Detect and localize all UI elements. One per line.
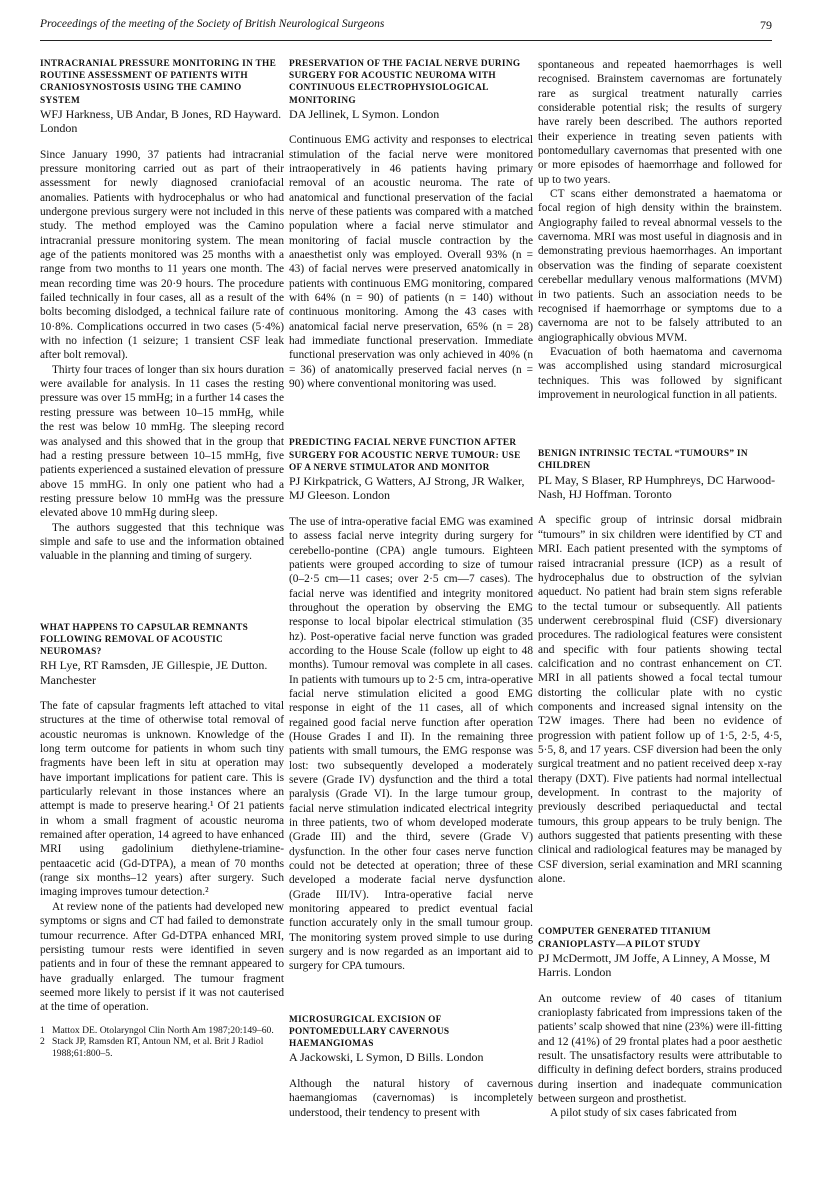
- paragraph: Continuous EMG activity and responses to electrical stimulation of the facial nerve were monitored intraoperatively in 46 patients having primary removal of an acoustic neuroma. The rate of anatomical and functional preservation of the facial nerve of these patients was compared with a matched population where a facial nerve stimulator and monitoring of facial muscle contraction by the anaesthetist only was employed. Overall 93% (n = 43) of facial nerves were preserved anatomically in patients with continuous EMG monitoring, compared with 64% (n = 90) of patients (n = 140) without continuous monitoring. Among the 43 cases with anatomical facial nerve preservation, 65% (n = 28) had immediate functional preservation. Immediate functional preservation was only achieved in 40% (n = 36) of anatomically preserved facial nerves (n = 90) where conventional monitoring was used.: [289, 134, 533, 391]
- article-authors: PL May, S Blaser, RP Humphreys, DC Harwood-Nash, HJ Hoffman. Toronto: [538, 472, 776, 502]
- article-title: PRESERVATION OF THE FACIAL NERVE DURING SURGERY FOR ACOUSTIC NEUROMA WITH CONTINUOUS ELECTROPHYSIOLOGICAL MONITORING: [289, 59, 521, 106]
- page-number: 79: [760, 18, 772, 32]
- reference-text: Stack JP, Ramsden RT, Antoun NM, et al. Brit J Radiol 1988;61:800–5.: [52, 1036, 264, 1060]
- paragraph: Since January 1990, 37 patients had intracranial pressure monitoring carried out as part of their assessment for newly diagnosed craniofacial anomalies. Patients with hydrocephalus or who had undergone previous surgery were not included in this study. The method employed was the Camino intracranial pressure monitoring system. The mean age of the patients monitored was 25 months with a range from two months to 11 years one month. The mean recording time was 20·9 hours. The procedure failed technically in four cases, all as a result of the bolts becoming dislodged, a technical failure rate of 10·8%. Complications occurred in two cases (5·4%) with no infection (1 seizure; 1 transient CSF leak after bolt removal).: [40, 148, 284, 362]
- running-header: [40, 18, 772, 41]
- paragraph: CT scans either demonstrated a haematoma or focal region of high density within the brainstem. Angiography failed to reveal abnormal vessels to the cavernoma. MRI was most useful in diagnosis and in demonstrating previous haemorrhages. An important observation was the finding of separate coexistent cerebellar medullary venous malformations (MVM) in two patients. Such an association needs to be recognised if haemorrhage or symptoms due to a cavernoma are not to be falsely attributed to an angiographically obvious MVM.: [538, 188, 782, 344]
- article-authors: WFJ Harkness, UB Andar, B Jones, RD Hayward. London: [40, 106, 282, 136]
- article-icp: [40, 58, 284, 564]
- article-emg: [289, 58, 533, 391]
- paragraph: The authors suggested that this technique was simple and safe to use and the information obtained valuable in the planning and timing of surgery.: [40, 521, 284, 563]
- article-tectal: [538, 448, 782, 886]
- article-authors: DA Jellinek, L Symon. London: [289, 106, 440, 121]
- article-authors: PJ Kirkpatrick, G Watters, AJ Strong, JR Walker, MJ Gleeson. London: [289, 474, 525, 503]
- reference-item: [40, 1025, 284, 1037]
- paragraph: spontaneous and repeated haemorrhages is well recognised. Brainstem cavernomas are fortunately rare as surgical treatment naturally carries considerable potential risk; the results of surgery have rarely been described. The authors reported their experience in treating seven patients with pontomedullary cavernomas that presented with one or more episodes of haemorrhage and followed for up to two years.: [538, 59, 782, 186]
- paragraph: An outcome review of 40 cases of titanium cranioplasty fabricated from impressions taken of the patients’ scalp showed that nine (23%) were ill-fitting and 12 (41%) of 29 frontal plates had a poor aesthetic result. The unsatisfactory results were attributable to difficulty in defining defect borders, strains produced during insertion and inadequate communication between surgeon and prosthetist.: [538, 992, 782, 1106]
- article-title: WHAT HAPPENS TO CAPSULAR REMNANTS FOLLOWING REMOVAL OF ACOUSTIC NEUROMAS?: [40, 622, 249, 657]
- article-authors: RH Lye, RT Ramsden, JE Gillespie, JE Dutton. Manchester: [40, 658, 268, 687]
- article-authors: PJ McDermott, JM Joffe, A Linney, A Mosse, M Harris. London: [538, 950, 771, 980]
- paragraph: Although the natural history of cavernous haemangiomas (cavernomas) is incompletely understood, their tendency to present with: [289, 1077, 533, 1119]
- article-title: COMPUTER GENERATED TITANIUM CRANIOPLASTY—A PILOT STUDY: [538, 927, 711, 950]
- article-authors: A Jackowski, L Symon, D Bills. London: [289, 1050, 484, 1065]
- reference-text: Mattox DE. Otolaryngol Clin North Am 1987;20:149–60.: [52, 1024, 274, 1036]
- reference-item: [40, 1036, 284, 1060]
- article-titanium: [538, 926, 782, 1120]
- paragraph: At review none of the patients had developed new symptoms or signs and CT had failed to demonstrate tumour recurrence. After Gd-DTPA enhanced MRI, persisting tumour rests were identified in seven patients and in four of these the remnant appeared to have gradually enlarged. The tumour fragment seemed more likely to persist if it was not cauterised at the time of operation.: [40, 900, 284, 1014]
- paragraph: Thirty four traces of longer than six hours duration were available for analysis. In 11 cases the resting pressure was over 15 mmHg; in a further 14 cases the resting pressure was between 10–15 mmHg, while the rest was below 10 mmHg. The sleeping record was analysed and this showed that in the group that had a resting pressure between 10–15 mmHg, five patients experienced a sustained elevation of pressure above 15 mmHG. In only one patient who had a resting pressure below 10 mmHg was the pressure elevated above 10 mmHg during sleep.: [40, 363, 284, 520]
- column-3: [538, 58, 782, 1121]
- column-2: [289, 58, 533, 1120]
- article-capsular: [40, 622, 284, 1060]
- paragraph: A specific group of intrinsic dorsal midbrain “tumours” in six children were identified by CT and MRI. Each patient presented with the symptoms of raised intracranial pressure (ICP) as a result of hydrocephalus due to obstruction of the sylvian aqueduct. No patient had brain stem signs referable to the tectal tumour or subsequently. All patients underwent cerebrospinal fluid (CSF) diversionary procedures. The radiological features were consistent and specific with four patients showing tectal calcification and no contrast enhancement on CT. MRI in all patients showed a focal tectal tumour distorting the collicular plate with no cystic components and increased signal intensity on the T2W images. There had been no evidence of progression with patient follow up of 1·5, 2·5, 4·5, 5·5, 8, and 17 years. CSF diversion had been the only surgical treatment and no patient received deep x-ray therapy (DXT). Five patients had normal intellectual development. In contrast to the majority of previously described periaqueductal and tectal tumours, this group appears to be truly benign. The authors suggested that patients presenting with these clinical and radiological features may be managed by CSF diversion, serial examination and MRI scanning alone.: [538, 514, 782, 886]
- article-title: MICROSURGICAL EXCISION OF PONTOMEDULLARY CAVERNOUS HAEMANGIOMAS: [289, 1014, 450, 1050]
- article-predicting: [289, 437, 533, 973]
- article-cavernous: [289, 1014, 533, 1120]
- reference-number: 1: [40, 1024, 45, 1036]
- paragraph: Evacuation of both haematoma and cavernoma was accomplished using standard microsurgical techniques. This was followed by significant improvement in neurological function in all patients.: [538, 345, 782, 401]
- article-cavernous-continued: [538, 58, 782, 402]
- article-title: INTRACRANIAL PRESSURE MONITORING IN THE ROUTINE ASSESSMENT OF PATIENTS WITH CRANIOSYNOSTOSIS USING THE CAMINO SYSTEM: [40, 59, 277, 106]
- paragraph: The fate of capsular fragments left attached to vital structures at the time of otherwise total removal of acoustic neuromas is unknown. Knowledge of the long term outcome for patients in whom such tiny fragments have been left in situ at operation may have important implications for patient care. This is particularly relevant in those instances where an attempt is made to preserve hearing.¹ Of 21 patients in whom a small fragment of acoustic neuroma remained after operation, 14 agreed to have enhanced MRI using gadolinium diethylene-triamine-pentaacetic acid (Gd-DTPA), a mean of 70 months (range six months–12 years) after surgery. Such imaging improves tumour detection.²: [40, 700, 284, 899]
- article-title: BENIGN INTRINSIC TECTAL “TUMOURS” IN CHILDREN: [538, 449, 748, 472]
- article-title: PREDICTING FACIAL NERVE FUNCTION AFTER SURGERY FOR ACOUSTIC NERVE TUMOUR: USE OF A NERVE STIMULATOR AND MONITOR: [289, 438, 521, 473]
- paragraph: A pilot study of six cases fabricated from: [550, 1107, 737, 1120]
- journal-title: Proceedings of the meeting of the Society of British Neurological Surgeons: [40, 18, 385, 30]
- references: [40, 1025, 284, 1060]
- column-1: [40, 58, 284, 1060]
- reference-number: 2: [40, 1036, 45, 1048]
- paragraph: The use of intra-operative facial EMG was examined to assess facial nerve integrity during surgery for cerebello-pontine (CPA) angle tumours. Eighteen patients were grouped according to size of tumour (0–2·5 cm—11 cases; over 2·5 cm—7 cases). The facial nerve was identified and integrity monitored throughout the operation by observing the EMG response to local bipolar electrical stimulation (35 hz). Post-operative facial nerve function was graded according to the House Scale (follow up eight to 48 months). Tumour removal was complete in all cases. In patients with tumours up to 2·5 cm, intra-operative facial nerve stimulation elicited a good EMG response in eight of the 11 cases, all of which regained good facial nerve function after operation (House Grades I and II). In the remaining three patients with small tumours, the EMG response was lost: two subsequently developed a moderately severe (Grade IV) dysfunction and the third a total paralysis (Grade VI). In the large tumour group, facial nerve stimulation indicated electrical integrity in three patients, two of whom developed moderate (Grade III) and the third, severe (Grade V) dysfunction. In the other four cases nerve function could not be detected at operation; three of these developed a moderate facial nerve dysfunction (Grade III/IV). Intra-operative facial nerve monitoring appeared to predict eventual facial function accurately only in the small tumour group. The monitoring system proved simple to use during surgery and is now regarded as an important aid to surgery for CPA tumours.: [289, 515, 533, 973]
